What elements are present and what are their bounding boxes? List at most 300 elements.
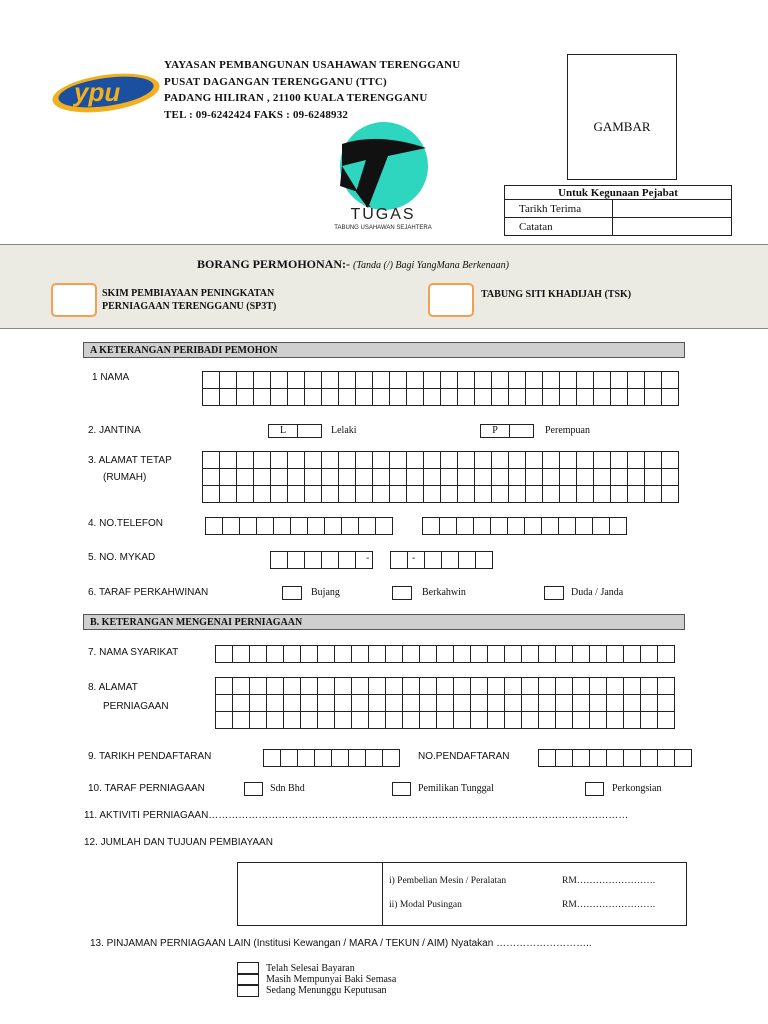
character-cell[interactable] (372, 485, 390, 503)
character-cell[interactable] (368, 711, 386, 729)
character-cell[interactable] (592, 517, 610, 535)
character-cell[interactable] (657, 645, 675, 663)
character-cell[interactable] (338, 468, 356, 486)
character-cell[interactable] (627, 451, 645, 469)
character-cell[interactable] (389, 451, 407, 469)
character-cell[interactable] (593, 485, 611, 503)
character-cell[interactable] (538, 645, 556, 663)
character-cell[interactable] (507, 517, 525, 535)
character-cell[interactable] (348, 749, 366, 767)
character-cell[interactable] (389, 371, 407, 389)
character-cell[interactable] (491, 451, 509, 469)
character-cell[interactable] (419, 711, 437, 729)
character-cell[interactable] (589, 645, 607, 663)
character-cell[interactable] (542, 388, 560, 406)
character-cell[interactable] (321, 388, 339, 406)
character-cell[interactable] (644, 371, 662, 389)
character-cell[interactable] (457, 451, 475, 469)
character-cell[interactable] (402, 677, 420, 695)
character-cell[interactable] (300, 711, 318, 729)
character-cell[interactable] (283, 711, 301, 729)
character-cell[interactable] (423, 451, 441, 469)
character-cell[interactable] (589, 711, 607, 729)
character-cell[interactable] (440, 468, 458, 486)
character-cell[interactable] (372, 388, 390, 406)
character-cell[interactable] (236, 451, 254, 469)
character-cell[interactable] (219, 485, 237, 503)
character-cell[interactable] (623, 645, 641, 663)
character-cell[interactable] (232, 645, 250, 663)
character-cell[interactable] (287, 371, 305, 389)
character-cell[interactable] (474, 468, 492, 486)
character-cell[interactable] (640, 749, 658, 767)
character-cell[interactable] (304, 468, 322, 486)
character-cell[interactable] (402, 694, 420, 712)
character-cell[interactable] (504, 711, 522, 729)
character-cell[interactable] (338, 371, 356, 389)
character-cell[interactable] (491, 388, 509, 406)
character-cell[interactable] (661, 485, 679, 503)
character-cell[interactable] (474, 485, 492, 503)
character-cell[interactable] (491, 468, 509, 486)
berkahwin-checkbox[interactable] (392, 586, 412, 600)
bujang-checkbox[interactable] (282, 586, 302, 600)
character-cell[interactable] (402, 711, 420, 729)
character-cell[interactable] (358, 517, 376, 535)
mykad-field-2[interactable] (390, 551, 424, 568)
sp3t-checkbox[interactable] (51, 283, 97, 317)
character-cell[interactable] (542, 468, 560, 486)
character-cell[interactable] (453, 694, 471, 712)
character-cell[interactable] (283, 677, 301, 695)
character-cell[interactable] (623, 677, 641, 695)
character-cell[interactable] (300, 677, 318, 695)
character-cell[interactable] (249, 645, 267, 663)
character-cell[interactable] (219, 388, 237, 406)
character-cell[interactable] (542, 371, 560, 389)
character-cell[interactable] (406, 485, 424, 503)
character-cell[interactable] (307, 517, 325, 535)
character-cell[interactable] (202, 451, 220, 469)
character-cell[interactable] (341, 517, 359, 535)
character-cell[interactable] (222, 517, 240, 535)
character-cell[interactable] (576, 451, 594, 469)
pemilikan-tunggal-checkbox[interactable] (392, 782, 411, 796)
character-cell[interactable] (236, 468, 254, 486)
character-cell[interactable] (440, 451, 458, 469)
character-cell[interactable] (355, 388, 373, 406)
character-cell[interactable] (610, 388, 628, 406)
character-cell[interactable] (644, 468, 662, 486)
character-cell[interactable] (219, 371, 237, 389)
character-cell[interactable] (270, 468, 288, 486)
character-cell[interactable] (266, 645, 284, 663)
character-cell[interactable] (439, 517, 457, 535)
character-cell[interactable] (355, 371, 373, 389)
character-cell[interactable] (253, 468, 271, 486)
character-cell[interactable] (627, 371, 645, 389)
character-cell[interactable] (657, 749, 675, 767)
character-cell[interactable] (270, 388, 288, 406)
jantina-l-box[interactable] (297, 424, 322, 438)
character-cell[interactable] (456, 517, 474, 535)
character-cell[interactable] (525, 371, 543, 389)
character-cell[interactable] (525, 485, 543, 503)
character-cell[interactable] (575, 517, 593, 535)
character-cell[interactable] (266, 694, 284, 712)
character-cell[interactable] (304, 388, 322, 406)
character-cell[interactable] (627, 388, 645, 406)
character-cell[interactable] (304, 485, 322, 503)
character-cell[interactable] (644, 451, 662, 469)
tsk-checkbox[interactable] (428, 283, 474, 317)
nama-syarikat-field[interactable] (215, 645, 674, 662)
mykad-field-1[interactable] (270, 551, 372, 568)
character-cell[interactable] (487, 645, 505, 663)
character-cell[interactable] (661, 451, 679, 469)
character-cell[interactable] (491, 485, 509, 503)
character-cell[interactable] (389, 388, 407, 406)
character-cell[interactable] (287, 551, 305, 569)
character-cell[interactable] (368, 694, 386, 712)
character-cell[interactable] (538, 677, 556, 695)
character-cell[interactable] (338, 551, 356, 569)
character-cell[interactable] (287, 468, 305, 486)
character-cell[interactable] (640, 711, 658, 729)
character-cell[interactable] (457, 388, 475, 406)
character-cell[interactable] (253, 485, 271, 503)
character-cell[interactable] (232, 677, 250, 695)
jantina-perempuan-field[interactable] (480, 424, 534, 438)
character-cell[interactable] (627, 485, 645, 503)
status-menunggu-checkbox[interactable] (237, 984, 259, 997)
character-cell[interactable] (236, 371, 254, 389)
character-cell[interactable] (436, 645, 454, 663)
character-cell[interactable] (390, 551, 408, 569)
character-cell[interactable] (253, 388, 271, 406)
character-cell[interactable] (324, 517, 342, 535)
character-cell[interactable] (219, 451, 237, 469)
character-cell[interactable] (232, 694, 250, 712)
character-cell[interactable] (321, 451, 339, 469)
character-cell[interactable] (572, 694, 590, 712)
character-cell[interactable] (280, 749, 298, 767)
character-cell[interactable] (334, 645, 352, 663)
character-cell[interactable] (521, 711, 539, 729)
character-cell[interactable] (372, 468, 390, 486)
character-cell[interactable] (385, 694, 403, 712)
character-cell[interactable] (314, 749, 332, 767)
character-cell[interactable] (385, 677, 403, 695)
character-cell[interactable] (283, 694, 301, 712)
character-cell[interactable] (441, 551, 459, 569)
character-cell[interactable] (538, 694, 556, 712)
sdn-bhd-checkbox[interactable] (244, 782, 263, 796)
mykad-field-3[interactable] (424, 551, 492, 568)
character-cell[interactable] (542, 451, 560, 469)
character-cell[interactable] (538, 749, 556, 767)
character-cell[interactable] (202, 371, 220, 389)
character-cell[interactable] (589, 749, 607, 767)
character-cell[interactable] (215, 711, 233, 729)
character-cell[interactable] (304, 551, 322, 569)
character-cell[interactable] (317, 645, 335, 663)
character-cell[interactable] (365, 749, 383, 767)
character-cell[interactable] (508, 485, 526, 503)
character-cell[interactable] (674, 749, 692, 767)
character-cell[interactable] (555, 749, 573, 767)
fund-modal-amount[interactable]: RM……………………. (562, 900, 656, 910)
character-cell[interactable] (640, 694, 658, 712)
fund-mesin-amount[interactable]: RM……………………. (562, 876, 656, 886)
character-cell[interactable] (474, 388, 492, 406)
character-cell[interactable] (661, 371, 679, 389)
character-cell[interactable] (202, 468, 220, 486)
character-cell[interactable] (419, 677, 437, 695)
character-cell[interactable] (555, 711, 573, 729)
character-cell[interactable] (202, 485, 220, 503)
character-cell[interactable] (623, 749, 641, 767)
character-cell[interactable] (263, 749, 281, 767)
character-cell[interactable] (470, 711, 488, 729)
character-cell[interactable] (375, 517, 393, 535)
character-cell[interactable] (270, 371, 288, 389)
character-cell[interactable] (406, 468, 424, 486)
character-cell[interactable] (525, 468, 543, 486)
aktiviti-perniagaan-field[interactable]: 11. AKTIVITI PERNIAGAAN……………………………………………………………………………………………………………… (84, 810, 629, 821)
character-cell[interactable] (593, 451, 611, 469)
character-cell[interactable] (239, 517, 257, 535)
character-cell[interactable] (610, 485, 628, 503)
character-cell[interactable] (270, 551, 288, 569)
character-cell[interactable] (508, 451, 526, 469)
character-cell[interactable] (508, 371, 526, 389)
character-cell[interactable] (385, 645, 403, 663)
character-cell[interactable] (589, 677, 607, 695)
character-cell[interactable] (202, 388, 220, 406)
character-cell[interactable] (474, 451, 492, 469)
alamat-perniagaan-field[interactable] (215, 677, 674, 728)
character-cell[interactable] (453, 677, 471, 695)
character-cell[interactable] (338, 388, 356, 406)
character-cell[interactable] (317, 677, 335, 695)
character-cell[interactable] (470, 645, 488, 663)
character-cell[interactable] (351, 645, 369, 663)
character-cell[interactable] (491, 371, 509, 389)
character-cell[interactable] (508, 468, 526, 486)
character-cell[interactable] (334, 711, 352, 729)
character-cell[interactable] (572, 677, 590, 695)
character-cell[interactable] (606, 749, 624, 767)
character-cell[interactable] (423, 485, 441, 503)
character-cell[interactable] (382, 749, 400, 767)
character-cell[interactable] (321, 485, 339, 503)
character-cell[interactable] (475, 551, 493, 569)
character-cell[interactable] (521, 677, 539, 695)
character-cell[interactable] (317, 711, 335, 729)
character-cell[interactable] (436, 711, 454, 729)
character-cell[interactable] (487, 694, 505, 712)
character-cell[interactable] (402, 645, 420, 663)
character-cell[interactable] (317, 694, 335, 712)
character-cell[interactable] (541, 517, 559, 535)
character-cell[interactable] (453, 645, 471, 663)
character-cell[interactable] (249, 711, 267, 729)
character-cell[interactable] (593, 388, 611, 406)
duda-janda-checkbox[interactable] (544, 586, 564, 600)
character-cell[interactable] (422, 517, 440, 535)
character-cell[interactable] (368, 677, 386, 695)
character-cell[interactable] (287, 485, 305, 503)
character-cell[interactable] (610, 468, 628, 486)
character-cell[interactable] (232, 711, 250, 729)
character-cell[interactable] (423, 371, 441, 389)
character-cell[interactable] (270, 451, 288, 469)
character-cell[interactable] (555, 694, 573, 712)
character-cell[interactable] (321, 371, 339, 389)
character-cell[interactable] (576, 468, 594, 486)
character-cell[interactable] (606, 645, 624, 663)
character-cell[interactable] (287, 388, 305, 406)
character-cell[interactable] (542, 485, 560, 503)
character-cell[interactable] (351, 677, 369, 695)
character-cell[interactable] (368, 645, 386, 663)
character-cell[interactable] (304, 451, 322, 469)
character-cell[interactable] (436, 677, 454, 695)
character-cell[interactable] (215, 677, 233, 695)
telefon-field-2[interactable] (422, 517, 626, 534)
character-cell[interactable] (419, 694, 437, 712)
pinjaman-lain-field[interactable]: 13. PINJAMAN PERNIAGAAN LAIN (Institusi Kewangan / MARA / TEKUN / AIM) Nyatakan ……………………….. (90, 938, 592, 949)
character-cell[interactable] (457, 371, 475, 389)
character-cell[interactable] (457, 485, 475, 503)
character-cell[interactable] (559, 371, 577, 389)
character-cell[interactable] (297, 749, 315, 767)
tarikh-pendaftaran-field[interactable] (263, 749, 399, 766)
character-cell[interactable] (657, 694, 675, 712)
telefon-field-1[interactable] (205, 517, 392, 534)
character-cell[interactable] (572, 711, 590, 729)
character-cell[interactable] (389, 485, 407, 503)
character-cell[interactable] (644, 485, 662, 503)
character-cell[interactable] (504, 694, 522, 712)
character-cell[interactable] (555, 677, 573, 695)
character-cell[interactable] (610, 371, 628, 389)
character-cell[interactable] (504, 677, 522, 695)
character-cell[interactable] (458, 551, 476, 569)
character-cell[interactable] (436, 694, 454, 712)
character-cell[interactable] (504, 645, 522, 663)
character-cell[interactable] (355, 451, 373, 469)
character-cell[interactable] (290, 517, 308, 535)
character-cell[interactable] (657, 711, 675, 729)
character-cell[interactable] (610, 451, 628, 469)
character-cell[interactable] (525, 388, 543, 406)
character-cell[interactable] (205, 517, 223, 535)
character-cell[interactable] (331, 749, 349, 767)
photo-box[interactable] (567, 54, 677, 180)
jantina-p-box[interactable] (509, 424, 534, 438)
character-cell[interactable] (423, 388, 441, 406)
character-cell[interactable] (249, 677, 267, 695)
alamat-rumah-field[interactable] (202, 451, 678, 502)
character-cell[interactable] (338, 485, 356, 503)
character-cell[interactable] (661, 468, 679, 486)
character-cell[interactable] (453, 711, 471, 729)
character-cell[interactable] (419, 645, 437, 663)
character-cell[interactable] (572, 645, 590, 663)
character-cell[interactable] (321, 468, 339, 486)
character-cell[interactable] (273, 517, 291, 535)
character-cell[interactable] (572, 749, 590, 767)
character-cell[interactable] (644, 388, 662, 406)
character-cell[interactable] (661, 388, 679, 406)
character-cell[interactable] (589, 694, 607, 712)
character-cell[interactable] (372, 451, 390, 469)
character-cell[interactable] (236, 485, 254, 503)
character-cell[interactable] (423, 468, 441, 486)
character-cell[interactable] (407, 551, 425, 569)
character-cell[interactable] (406, 388, 424, 406)
jantina-lelaki-field[interactable] (268, 424, 322, 438)
character-cell[interactable] (525, 451, 543, 469)
character-cell[interactable] (576, 388, 594, 406)
character-cell[interactable] (559, 485, 577, 503)
office-notes-field[interactable] (613, 218, 732, 236)
character-cell[interactable] (283, 645, 301, 663)
character-cell[interactable] (215, 694, 233, 712)
character-cell[interactable] (559, 388, 577, 406)
character-cell[interactable] (593, 468, 611, 486)
character-cell[interactable] (640, 645, 658, 663)
character-cell[interactable] (355, 551, 373, 569)
character-cell[interactable] (623, 694, 641, 712)
character-cell[interactable] (256, 517, 274, 535)
perkongsian-checkbox[interactable] (585, 782, 604, 796)
character-cell[interactable] (253, 371, 271, 389)
character-cell[interactable] (606, 677, 624, 695)
character-cell[interactable] (508, 388, 526, 406)
no-pendaftaran-field[interactable] (538, 749, 691, 766)
character-cell[interactable] (270, 485, 288, 503)
character-cell[interactable] (487, 711, 505, 729)
character-cell[interactable] (559, 451, 577, 469)
character-cell[interactable] (300, 645, 318, 663)
character-cell[interactable] (321, 551, 339, 569)
character-cell[interactable] (490, 517, 508, 535)
character-cell[interactable] (521, 645, 539, 663)
character-cell[interactable] (538, 711, 556, 729)
character-cell[interactable] (287, 451, 305, 469)
character-cell[interactable] (351, 694, 369, 712)
character-cell[interactable] (355, 485, 373, 503)
character-cell[interactable] (558, 517, 576, 535)
character-cell[interactable] (576, 371, 594, 389)
character-cell[interactable] (389, 468, 407, 486)
character-cell[interactable] (215, 645, 233, 663)
character-cell[interactable] (559, 468, 577, 486)
character-cell[interactable] (487, 677, 505, 695)
character-cell[interactable] (249, 694, 267, 712)
character-cell[interactable] (266, 711, 284, 729)
character-cell[interactable] (385, 711, 403, 729)
character-cell[interactable] (372, 371, 390, 389)
character-cell[interactable] (406, 451, 424, 469)
nama-field[interactable] (202, 371, 678, 405)
character-cell[interactable] (606, 711, 624, 729)
character-cell[interactable] (609, 517, 627, 535)
office-date-received-field[interactable] (613, 200, 732, 218)
